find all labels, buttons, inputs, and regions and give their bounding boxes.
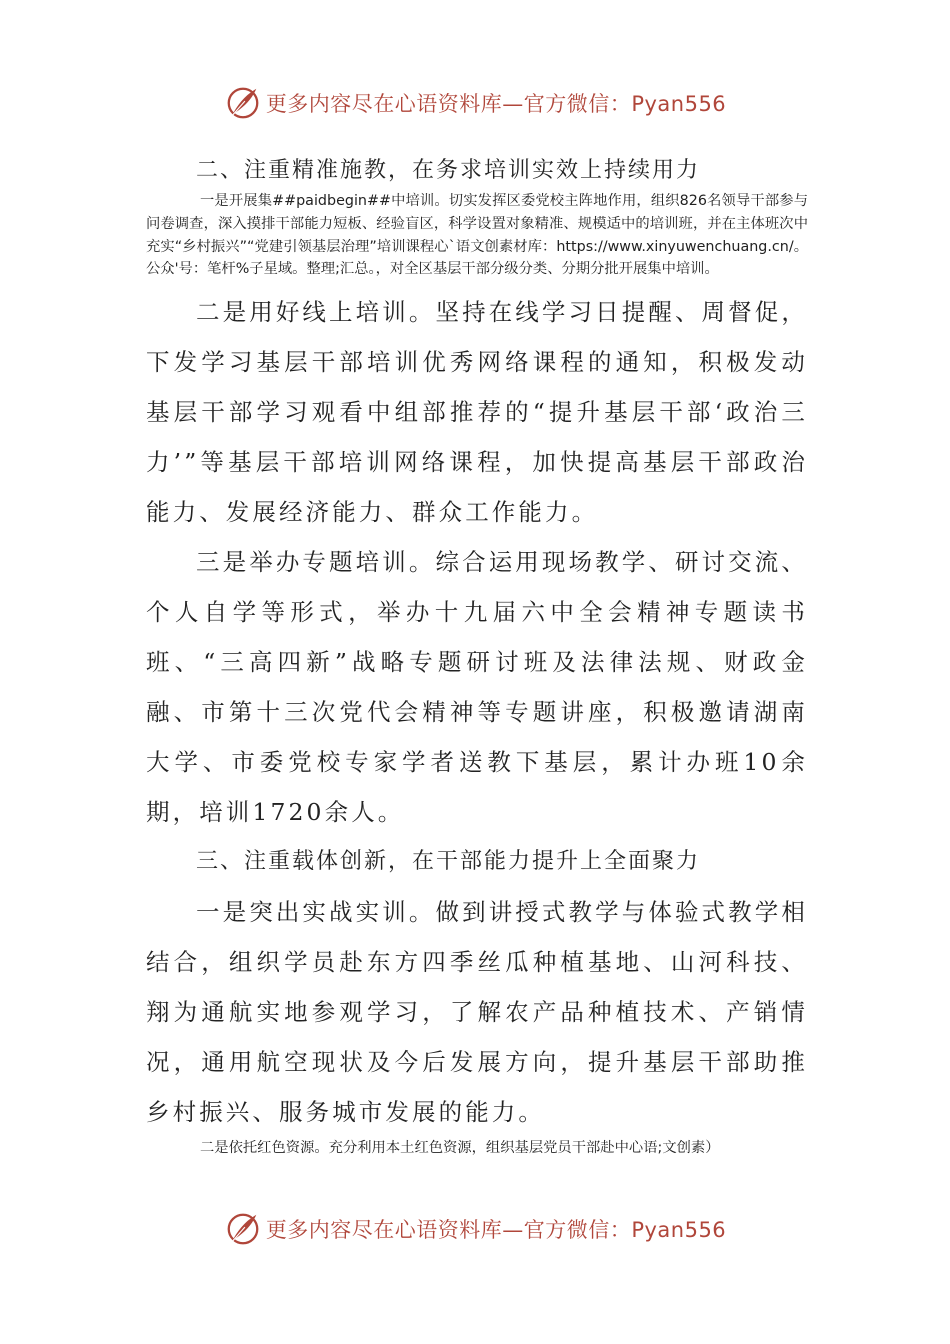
banner-text: 更多内容尽在心语资料库—官方微信：Pyan556 — [265, 1218, 727, 1242]
section-heading-3: 三、注重载体创新，在干部能力提升上全面聚力 — [196, 849, 701, 875]
document-body — [146, 152, 808, 1160]
wechat-id: Pyan556 — [631, 1218, 727, 1242]
footer-banner — [0, 1204, 950, 1254]
quill-logo-icon — [224, 84, 262, 122]
paragraph-practical-training: 一是突出实战实训。做到讲授式教学与体验式教学相结合，组织学员赴东方四季丝瓜种植基地、山河科技、翔为通航实地参观学习，了解农产品种植技术、产销情况，通用航空现状及今后发展方向，提升基层干部助推乡村振兴、服务城市发展的能力。 — [146, 898, 808, 1127]
quill-logo-icon — [224, 1210, 262, 1248]
paragraph-centralized-training: 一是开展集##paidbegin##中培训。切实发挥区委党校主阵地作用，组织826名领导干部参与问卷调查，深入摸排干部能力短板、经验盲区，科学设置对象精准、规模适中的培训班，并在主体班次中充实“乡村振兴”“党建引领基层治理”培训课程心`语文创素材库：https://www.xinyuwenchuang.cn/。公众'号：笔杆%子星域。整理;汇总。，对全区基层干部分级分类、分期分批开展集中培训。 — [146, 193, 808, 278]
banner-text: 更多内容尽在心语资料库—官方微信：Pyan556 — [265, 92, 727, 116]
header-banner — [0, 78, 950, 128]
wechat-id: Pyan556 — [631, 92, 727, 116]
paragraph-special-training: 三是举办专题培训。综合运用现场教学、研讨交流、个人自学等形式，举办十九届六中全会精神专题读书班、“三高四新”战略专题研讨班及法律法规、财政金融、市第十三次党代会精神等专题讲座，积极邀请湖南大学、市委党校专家学者送教下基层，累计办班10余期，培训1720余人。 — [146, 548, 808, 827]
paragraph-red-resources: 二是依托红色资源。充分利用本土红色资源，组织基层党员干部赴中心语;文创素） — [200, 1140, 720, 1157]
section-heading-2: 二、注重精准施教，在务求培训实效上持续用力 — [196, 158, 701, 183]
paragraph-online-training: 二是用好线上培训。坚持在线学习日提醒、周督促，下发学习基层干部培训优秀网络课程的通知，积极发动基层干部学习观看中组部推荐的“提升基层干部‘政治三力’”等基层干部培训网络课程，加快提高基层干部政治能力、发展经济能力、群众工作能力。 — [146, 298, 808, 527]
